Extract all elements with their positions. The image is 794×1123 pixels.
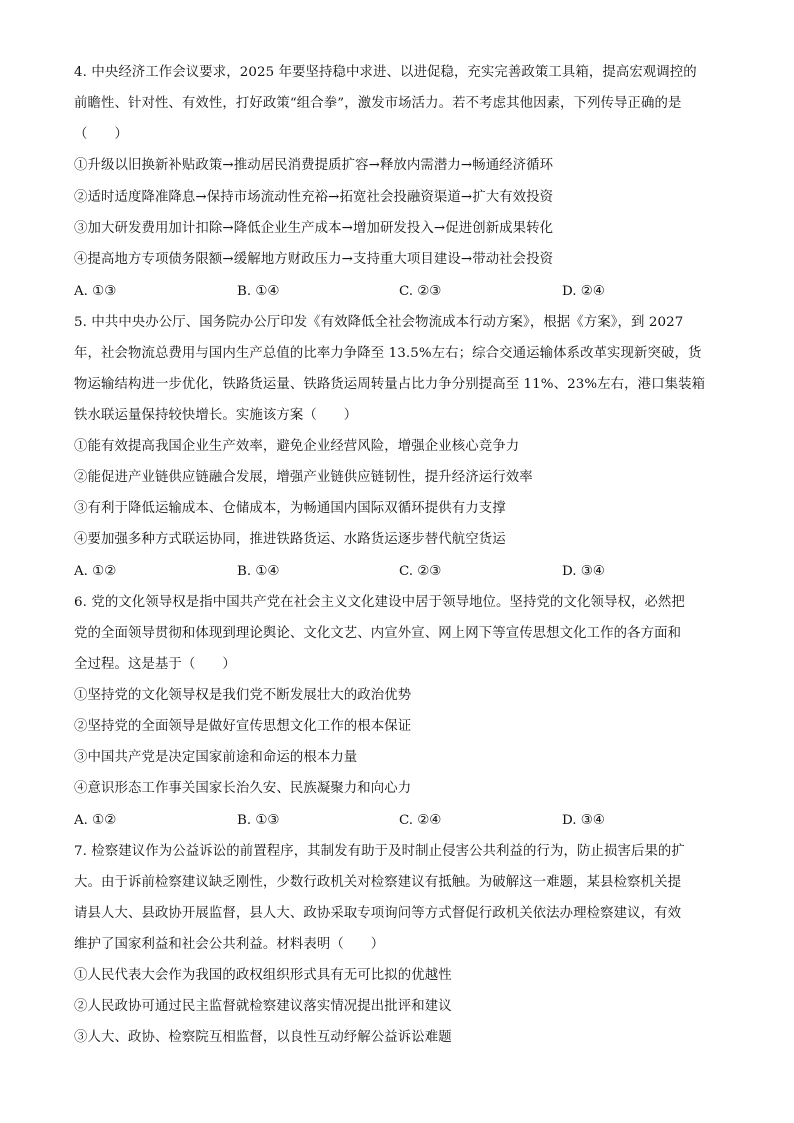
q5-statement-4: ④要加强多种方式联运协同，推进铁路货运、水路货运逐步替代航空货运	[74, 532, 506, 547]
q6-stem-line-1: 6. 党的文化领导权是指中国共产党在社会主义文化建设中居于领导地位。坚持党的文化领导权，必然把	[74, 595, 685, 610]
q5-option-a[interactable]: A. ①②	[74, 564, 117, 579]
q5-statement-1: ①能有效提高我国企业生产效率，避免企业经营风险，增强企业核心竞争力	[74, 439, 520, 454]
q7-stem-line-4: 维护了国家利益和社会公共利益。材料表明（ ）	[74, 937, 385, 952]
q7-statement-2: ②人民政协可通过民主监督就检察建议落实情况提出批评和建议	[74, 999, 452, 1014]
q6-stem-line-3: 全过程。这是基于（ ）	[74, 657, 236, 672]
q4-stem-line-3: （ ）	[74, 127, 128, 142]
q4-option-c[interactable]: C. ②③	[399, 284, 442, 299]
q5-statement-2: ②能促进产业链供应链融合发展，增强产业链供应链韧性，提升经济运行效率	[74, 470, 533, 485]
q7-stem-line-2: 大。由于诉前检察建议缺乏刚性，少数行政机关对检察建议有抵触。为破解这一难题，某县检察机关提	[74, 875, 682, 890]
q6-statement-4: ④意识形态工作事关国家长治久安、民族凝聚力和向心力	[74, 781, 412, 796]
q4-statement-1: ①升级以旧换新补贴政策→推动居民消费提质扩容→释放内需潜力→畅通经济循环	[74, 158, 554, 173]
q5-stem-line-3: 物运输结构进一步优化，铁路货运量、铁路货运周转量占比力争分别提高至 11%、23%左右，港口集装箱	[74, 377, 706, 392]
q6-option-b[interactable]: B. ①③	[237, 813, 280, 828]
q7-stem-line-3: 请县人大、县政协开展监督，县人大、政协采取专项询问等方式督促行政机关依法办理检察建议，有效	[74, 906, 682, 921]
q4-option-b[interactable]: B. ①④	[237, 284, 280, 299]
q5-stem-line-1: 5. 中共中央办公厅、国务院办公厅印发《有效降低全社会物流成本行动方案》，根据《方案》，到 2027	[74, 315, 684, 330]
q4-stem-line-1: 4. 中央经济工作会议要求，2025 年要坚持稳中求进、以进促稳，充实完善政策工具箱，提高宏观调控的	[74, 65, 697, 80]
q7-statement-1: ①人民代表大会作为我国的政权组织形式具有无可比拟的优越性	[74, 968, 452, 983]
q5-option-b[interactable]: B. ①④	[237, 564, 280, 579]
q7-statement-3: ③人大、政协、检察院互相监督，以良性互动纾解公益诉讼难题	[74, 1030, 452, 1045]
q6-option-c[interactable]: C. ②④	[399, 813, 442, 828]
q6-statement-2: ②坚持党的全面领导是做好宣传思想文化工作的根本保证	[74, 719, 412, 734]
q6-statement-1: ①坚持党的文化领导权是我们党不断发展壮大的政治优势	[74, 688, 412, 703]
q4-option-d[interactable]: D. ②④	[562, 284, 605, 299]
q7-stem-line-1: 7. 检察建议作为公益诉讼的前置程序，其制发有助于及时制止侵害公共利益的行为，防止损害后果的扩	[74, 844, 685, 859]
q5-option-d[interactable]: D. ③④	[562, 564, 605, 579]
q5-option-c[interactable]: C. ②③	[399, 564, 442, 579]
q6-option-d[interactable]: D. ③④	[562, 813, 605, 828]
q6-option-a[interactable]: A. ①②	[74, 813, 117, 828]
q4-stem-line-2: 前瞻性、针对性、有效性，打好政策“组合拳”，激发市场活力。若不考虑其他因素，下列传导正确的是	[74, 96, 682, 111]
q5-stem-line-4: 铁水联运量保持较快增长。实施该方案（ ）	[74, 408, 358, 423]
q5-statement-3: ③有利于降低运输成本、仓储成本，为畅通国内国际双循环提供有力支撑	[74, 501, 506, 516]
q5-stem-line-2: 年，社会物流总费用与国内生产总值的比率力争降至 13.5%左右；综合交通运输体系改革实现新突破，货	[74, 346, 702, 361]
q4-statement-3: ③加大研发费用加计扣除→降低企业生产成本→增加研发投入→促进创新成果转化	[74, 221, 554, 236]
q6-statement-3: ③中国共产党是决定国家前途和命运的根本力量	[74, 750, 358, 765]
q4-statement-2: ②适时适度降准降息→保持市场流动性充裕→拓宽社会投融资渠道→扩大有效投资	[74, 190, 554, 205]
q4-statement-4: ④提高地方专项债务限额→缓解地方财政压力→支持重大项目建设→带动社会投资	[74, 252, 554, 267]
q6-stem-line-2: 党的全面领导贯彻和体现到理论舆论、文化文艺、内宣外宣、网上网下等宣传思想文化工作的各方面和	[74, 626, 682, 641]
q4-option-a[interactable]: A. ①③	[74, 284, 117, 299]
